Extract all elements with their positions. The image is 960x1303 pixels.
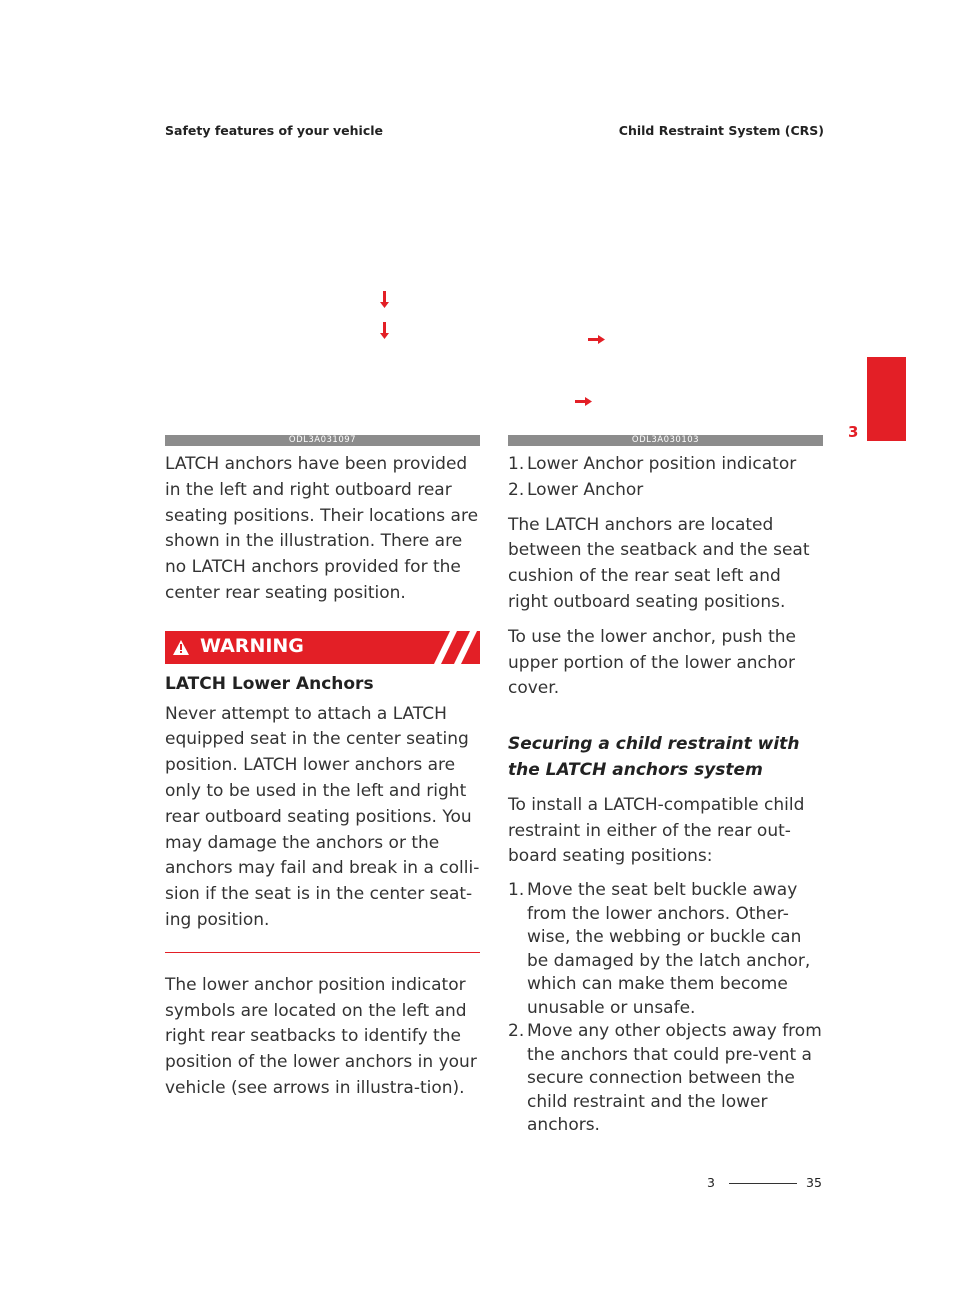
down-arrows-icon bbox=[165, 150, 480, 435]
warning-title: LATCH Lower Anchors bbox=[165, 673, 374, 694]
running-header-topic: Child Restraint System (CRS) bbox=[618, 123, 824, 138]
figure-caption: ODL3A030103 bbox=[508, 435, 823, 446]
warning-body: Never attempt to attach a LATCH equipped seat in the center seating position. LATCH lower anchors are only to be used in the left and right rear outboard seating positions. You may damage the anchors or the anchors may fail and break in a colli-sion if the seat is in the center seat-ing position. bbox=[165, 703, 480, 930]
figure-legend bbox=[508, 452, 826, 504]
running-header-section: Safety features of your vehicle bbox=[165, 123, 383, 138]
list-item: 1. Move the seat belt buckle away from the lower anchors. Other-wise, the webbing or buckle can be damaged by the latch anchor, which can make them become unusable or unsafe. bbox=[508, 880, 811, 1018]
chapter-tab-number: 3 bbox=[848, 423, 859, 441]
usage-paragraph: To use the lower anchor, push the upper portion of the lower anchor cover. bbox=[508, 626, 796, 699]
figure-lower-anchor bbox=[508, 150, 823, 446]
location-paragraph: The LATCH anchors are located between the seatback and the seat cushion of the rear seat left and right outboard seating positions. bbox=[508, 514, 810, 612]
warning-label: WARNING bbox=[200, 634, 304, 657]
intro-paragraph: LATCH anchors have been provided in the left and right outboard rear seating positions. Their locations are shown in the illustration. There are no LATCH anchors provided for the center rear seating position. bbox=[165, 454, 479, 603]
right-arrows-icon bbox=[508, 150, 823, 435]
section-subheading: Securing a child restraint with the LATCH anchors system bbox=[508, 734, 800, 780]
right-column bbox=[508, 452, 826, 1138]
figure-lower-anchor-indicator bbox=[165, 150, 480, 446]
page-number: 35 bbox=[806, 1175, 822, 1190]
warning-triangle-icon bbox=[173, 640, 189, 655]
figure-caption: ODL3A031097 bbox=[165, 435, 480, 446]
footer-divider bbox=[729, 1183, 797, 1184]
indicator-paragraph: The lower anchor position indicator symbols are located on the left and right rear seatbacks to identify the position of the lower anchors in your vehicle (see arrows in illustra-tion). bbox=[165, 974, 477, 1098]
warning-divider bbox=[165, 952, 480, 953]
warning-stripes-icon bbox=[430, 631, 480, 664]
install-intro: To install a LATCH-compatible child restraint in either of the rear out-board seating positions: bbox=[508, 794, 805, 867]
chapter-tab bbox=[867, 357, 906, 441]
warning-banner bbox=[165, 631, 480, 664]
list-item: 2. Move any other objects away from the anchors that could pre-vent a secure connection between the child restraint and the lower anchors. bbox=[508, 1021, 822, 1136]
install-steps bbox=[508, 879, 826, 1138]
legend-item: 1. Lower Anchor position indicator bbox=[508, 454, 797, 474]
left-column bbox=[165, 452, 483, 1111]
footer-chapter-number: 3 bbox=[707, 1175, 715, 1190]
legend-item: 2. Lower Anchor bbox=[508, 479, 644, 500]
